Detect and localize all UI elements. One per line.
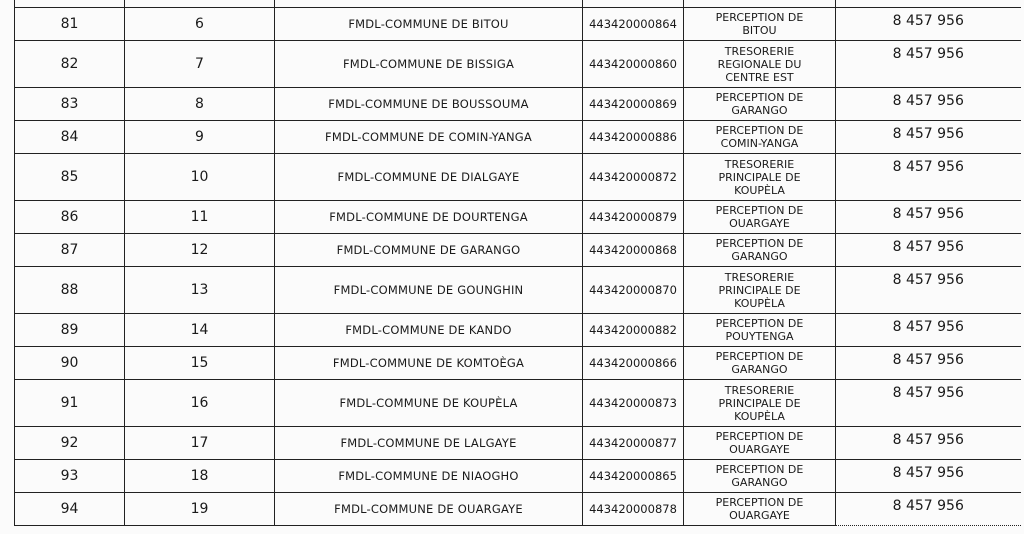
account-number: 443420000878 (583, 493, 684, 526)
account-number: 443420000860 (583, 41, 684, 88)
treasury-office-line: PERCEPTION DE (715, 430, 804, 443)
table-row (15, 314, 1021, 347)
treasury-office-line: CENTRE EST (725, 70, 794, 84)
commune-order: 11 (125, 201, 275, 234)
amount: 8 457 956 (836, 8, 1021, 41)
treasury-office-line: PERCEPTION DE (715, 463, 804, 476)
treasury-office-line: KOUPÈLA (734, 296, 785, 310)
account-number: 443420000866 (583, 347, 684, 380)
treasury-office-line: TRESORERIE (724, 383, 795, 397)
treasury-office-line: COMIN-YANGA (720, 137, 799, 150)
commune-order: 14 (125, 314, 275, 347)
treasury-office-line: TRESORERIE (724, 270, 795, 284)
commune-order: 16 (125, 380, 275, 427)
amount: 8 457 956 (836, 88, 1021, 121)
table-row (15, 427, 1021, 460)
amount: 8 457 956 (836, 154, 1021, 201)
amount: 8 457 956 (836, 460, 1021, 493)
row-number: 84 (15, 121, 125, 154)
treasury-office-line: PERCEPTION DE (715, 350, 804, 363)
commune-order: 15 (125, 347, 275, 380)
amount: 8 457 956 (836, 347, 1021, 380)
treasury-office-line: GARANGO (731, 104, 788, 117)
row-number: 92 (15, 427, 125, 460)
account-number: 443420000868 (583, 234, 684, 267)
treasury-office (684, 88, 836, 121)
commune-order: 17 (125, 427, 275, 460)
account-number: 443420000877 (583, 427, 684, 460)
commune-name: FMDL-COMMUNE DE LALGAYE (275, 427, 583, 460)
commune-order: 18 (125, 460, 275, 493)
account-number: 443420000864 (583, 8, 684, 41)
row-number: 86 (15, 201, 125, 234)
account-number: 443420000886 (583, 121, 684, 154)
treasury-office-line: OUARGAYE (729, 217, 790, 230)
commune-name: FMDL-COMMUNE DE KOMTOÈGA (275, 347, 583, 380)
table-row (15, 234, 1021, 267)
row-number: 85 (15, 154, 125, 201)
treasury-office-line: OUARGAYE (729, 443, 790, 456)
row-number: 89 (15, 314, 125, 347)
amount: 8 457 956 (836, 314, 1021, 347)
row-number: 90 (15, 347, 125, 380)
commune-order: 13 (125, 267, 275, 314)
row-number: 82 (15, 41, 125, 88)
table-row (15, 347, 1021, 380)
commune-name: FMDL-COMMUNE DE DOURTENGA (275, 201, 583, 234)
treasury-office-line: POUYTENGA (725, 330, 794, 343)
row-number: 83 (15, 88, 125, 121)
commune-order: 9 (125, 121, 275, 154)
account-number: 443420000870 (583, 267, 684, 314)
treasury-office-line: PRINCIPALE DE (718, 396, 801, 410)
amount: 8 457 956 (836, 380, 1021, 427)
account-number: 443420000882 (583, 314, 684, 347)
table-row (15, 121, 1021, 154)
treasury-office-line: TRESORERIE (724, 44, 795, 58)
table-row (15, 154, 1021, 201)
treasury-office (684, 314, 836, 347)
commune-name: FMDL-COMMUNE DE BITOU (275, 8, 583, 41)
treasury-office-line: KOUPÈLA (734, 409, 785, 423)
amount: 8 457 956 (836, 427, 1021, 460)
treasury-office-line: PRINCIPALE DE (718, 283, 801, 297)
treasury-office (684, 380, 836, 427)
row-number: 91 (15, 380, 125, 427)
table-row (15, 460, 1021, 493)
treasury-office-line: PERCEPTION DE (715, 317, 804, 330)
treasury-office-line: PERCEPTION DE (715, 237, 804, 250)
commune-order: 19 (125, 493, 275, 526)
account-number: 443420000879 (583, 201, 684, 234)
row-number: 88 (15, 267, 125, 314)
treasury-office (684, 121, 836, 154)
treasury-office-line: GARANGO (731, 250, 788, 263)
commune-name: FMDL-COMMUNE DE GARANGO (275, 234, 583, 267)
treasury-office (684, 347, 836, 380)
treasury-office-line: OUARGAYE (729, 509, 790, 522)
account-number: 443420000873 (583, 380, 684, 427)
treasury-office-line: REGIONALE DU (717, 57, 802, 71)
treasury-office (684, 8, 836, 41)
commune-name: FMDL-COMMUNE DE KANDO (275, 314, 583, 347)
account-number: 443420000865 (583, 460, 684, 493)
table-row-partial (15, 0, 1021, 8)
treasury-office-line: TRESORERIE (724, 157, 795, 171)
treasury-office (684, 267, 836, 314)
treasury-office (684, 460, 836, 493)
commune-name: FMDL-COMMUNE DE BOUSSOUMA (275, 88, 583, 121)
treasury-office-line: KOUPÈLA (734, 183, 785, 197)
table-row (15, 8, 1021, 41)
row-number: 94 (15, 493, 125, 526)
commune-order: 12 (125, 234, 275, 267)
account-number: 443420000872 (583, 154, 684, 201)
treasury-office-line: PERCEPTION DE (715, 91, 804, 104)
treasury-office-line: PERCEPTION DE (715, 496, 804, 509)
table-row (15, 493, 1021, 526)
treasury-office (684, 427, 836, 460)
commune-order: 8 (125, 88, 275, 121)
row-number: 81 (15, 8, 125, 41)
treasury-office (684, 493, 836, 526)
table-row (15, 201, 1021, 234)
treasury-office (684, 154, 836, 201)
table-row (15, 380, 1021, 427)
table-row (15, 41, 1021, 88)
allocation-table (14, 0, 1021, 526)
treasury-office-line: GARANGO (731, 476, 788, 489)
amount: 8 457 956 (836, 41, 1021, 88)
row-number: 93 (15, 460, 125, 493)
treasury-office-line: GARANGO (731, 363, 788, 376)
row-number: 87 (15, 234, 125, 267)
treasury-office-line: PERCEPTION DE (715, 204, 804, 217)
treasury-office-line: PERCEPTION DE (715, 124, 804, 137)
treasury-office (684, 234, 836, 267)
amount: 8 457 956 (836, 267, 1021, 314)
amount: 8 457 956 (836, 121, 1021, 154)
amount: 8 457 956 (836, 234, 1021, 267)
commune-name: FMDL-COMMUNE DE GOUNGHIN (275, 267, 583, 314)
table-body (15, 0, 1021, 526)
amount: 8 457 956 (836, 493, 1021, 526)
commune-order: 6 (125, 8, 275, 41)
commune-order: 7 (125, 41, 275, 88)
commune-name: FMDL-COMMUNE DE COMIN-YANGA (275, 121, 583, 154)
treasury-office (684, 41, 836, 88)
commune-name: FMDL-COMMUNE DE DIALGAYE (275, 154, 583, 201)
treasury-office-line: BITOU (742, 24, 777, 37)
treasury-office-line: PERCEPTION DE (715, 11, 804, 24)
table-row (15, 88, 1021, 121)
account-number: 443420000869 (583, 88, 684, 121)
amount: 8 457 956 (836, 201, 1021, 234)
commune-order: 10 (125, 154, 275, 201)
treasury-office-line: PRINCIPALE DE (718, 170, 801, 184)
treasury-office (684, 201, 836, 234)
table-row (15, 267, 1021, 314)
commune-name: FMDL-COMMUNE DE NIAOGHO (275, 460, 583, 493)
commune-name: FMDL-COMMUNE DE KOUPÈLA (275, 380, 583, 427)
commune-name: FMDL-COMMUNE DE OUARGAYE (275, 493, 583, 526)
commune-name: FMDL-COMMUNE DE BISSIGA (275, 41, 583, 88)
